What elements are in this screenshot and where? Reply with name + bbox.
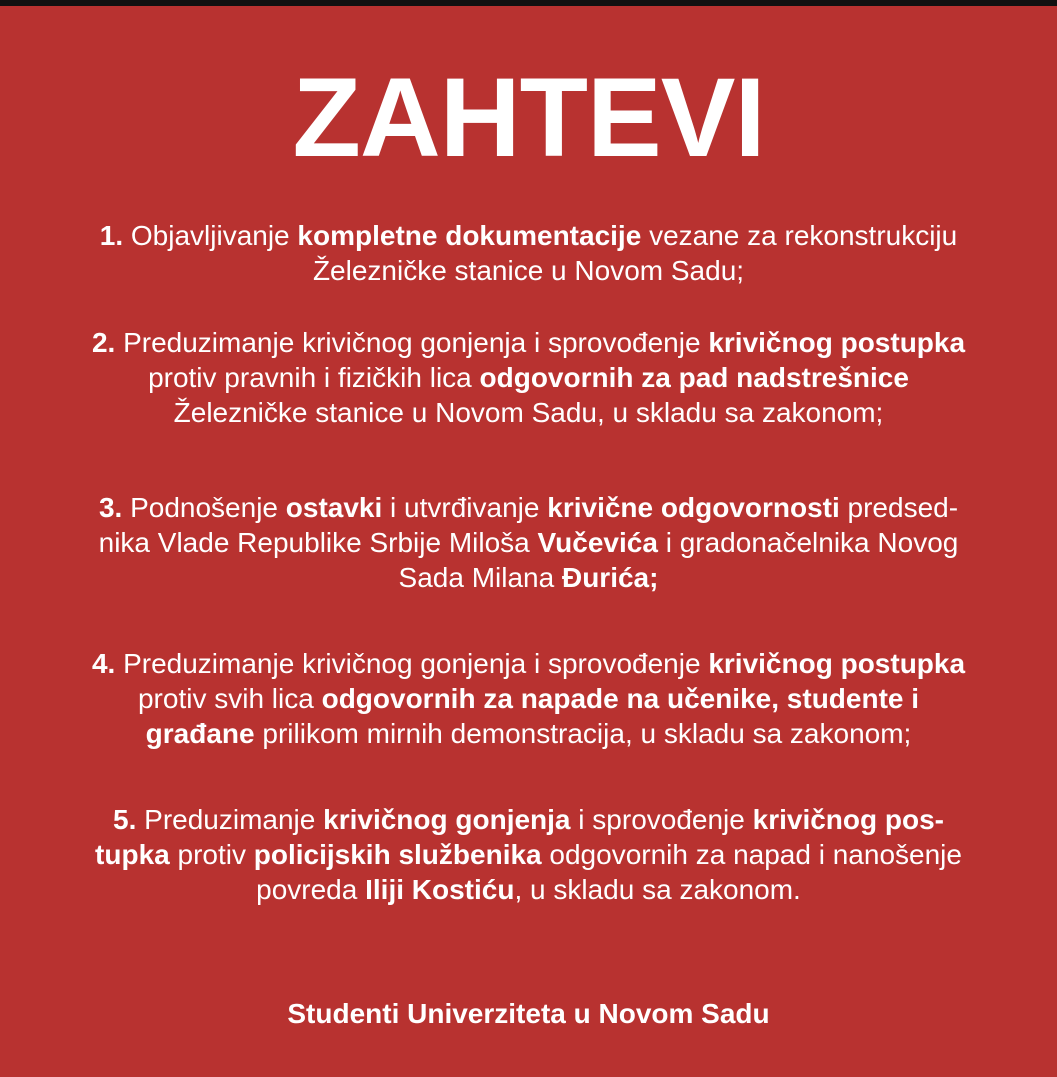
bold-text: odgovornih za napade na učenike, studente i	[321, 683, 920, 714]
demand-line	[40, 681, 1017, 716]
text: Preduzimanje	[136, 804, 324, 835]
demand-line	[40, 716, 1017, 751]
text: , u skladu sa zakonom.	[514, 874, 801, 905]
bold-text: ostavki	[285, 492, 383, 523]
demand-line	[40, 525, 1017, 560]
demand-line	[40, 218, 1017, 253]
text: Podnošenje	[122, 492, 286, 523]
demand-line	[40, 837, 1017, 872]
demand-line	[40, 646, 1017, 681]
demand-2	[40, 325, 1017, 430]
text: protiv	[169, 839, 254, 870]
demand-line	[40, 872, 1017, 907]
bold-text: odgovornih za pad nadstrešnice	[479, 362, 909, 393]
text: odgovornih za napad i nanošenje	[541, 839, 962, 870]
text: Sada Milana	[398, 562, 562, 593]
bold-text: 1.	[99, 220, 124, 251]
text: prilikom mirnih demonstracija, u skladu sa zakonom;	[254, 718, 912, 749]
bold-text: krivičnog pos-	[752, 804, 944, 835]
bold-text: građane	[145, 718, 255, 749]
demand-line	[40, 253, 1017, 288]
text: Preduzimanje krivičnog gonjenja i sprovođenje	[115, 648, 709, 679]
bold-text: 4.	[91, 648, 116, 679]
bold-text: krivične odgovornosti	[547, 492, 840, 523]
demand-line	[40, 560, 1017, 595]
bold-text: policijskih službenika	[253, 839, 542, 870]
bold-text: 2.	[91, 327, 116, 358]
demand-1	[40, 218, 1017, 288]
text: vezane za rekonstrukciju	[641, 220, 958, 251]
bold-text: Iliji Kostiću	[365, 874, 515, 905]
page-title: ZAHTEVI	[292, 55, 765, 180]
bold-text: tupka	[95, 839, 170, 870]
text: i utvrđivanje	[382, 492, 548, 523]
bold-text: 5.	[113, 804, 137, 835]
demand-line	[40, 802, 1017, 837]
demand-4	[40, 646, 1017, 751]
text: Železničke stanice u Novom Sadu, u skladu sa zakonom;	[173, 397, 884, 428]
text: i sprovođenje	[570, 804, 753, 835]
bold-text: kompletne dokumentacije	[297, 220, 642, 251]
top-border	[0, 0, 1057, 6]
text: protiv pravnih i fizičkih lica	[148, 362, 480, 393]
bold-text: krivičnog gonjenja	[323, 804, 571, 835]
text: i gradonačelnika Novog	[657, 527, 959, 558]
text: Objavljivanje	[123, 220, 298, 251]
demand-line	[40, 490, 1017, 525]
bold-text: Vučevića	[537, 527, 658, 558]
text: povreda	[256, 874, 366, 905]
demand-5	[40, 802, 1017, 907]
bold-text: 3.	[98, 492, 123, 523]
signature: Studenti Univerziteta u Novom Sadu	[287, 998, 770, 1029]
bold-text: krivičnog postupka	[708, 327, 966, 358]
text: Železničke stanice u Novom Sadu;	[312, 255, 745, 286]
demand-3	[40, 490, 1017, 595]
bold-text: krivičnog postupka	[708, 648, 966, 679]
text: Preduzimanje krivičnog gonjenja i sprovođenje	[115, 327, 709, 358]
text: predsed-	[839, 492, 959, 523]
demand-line	[40, 325, 1017, 360]
text: protiv svih lica	[137, 683, 322, 714]
text: nika Vlade Republike Srbije Miloša	[98, 527, 538, 558]
bold-text: Đurića;	[561, 562, 659, 593]
demand-line	[40, 360, 1017, 395]
demand-line	[40, 395, 1017, 430]
